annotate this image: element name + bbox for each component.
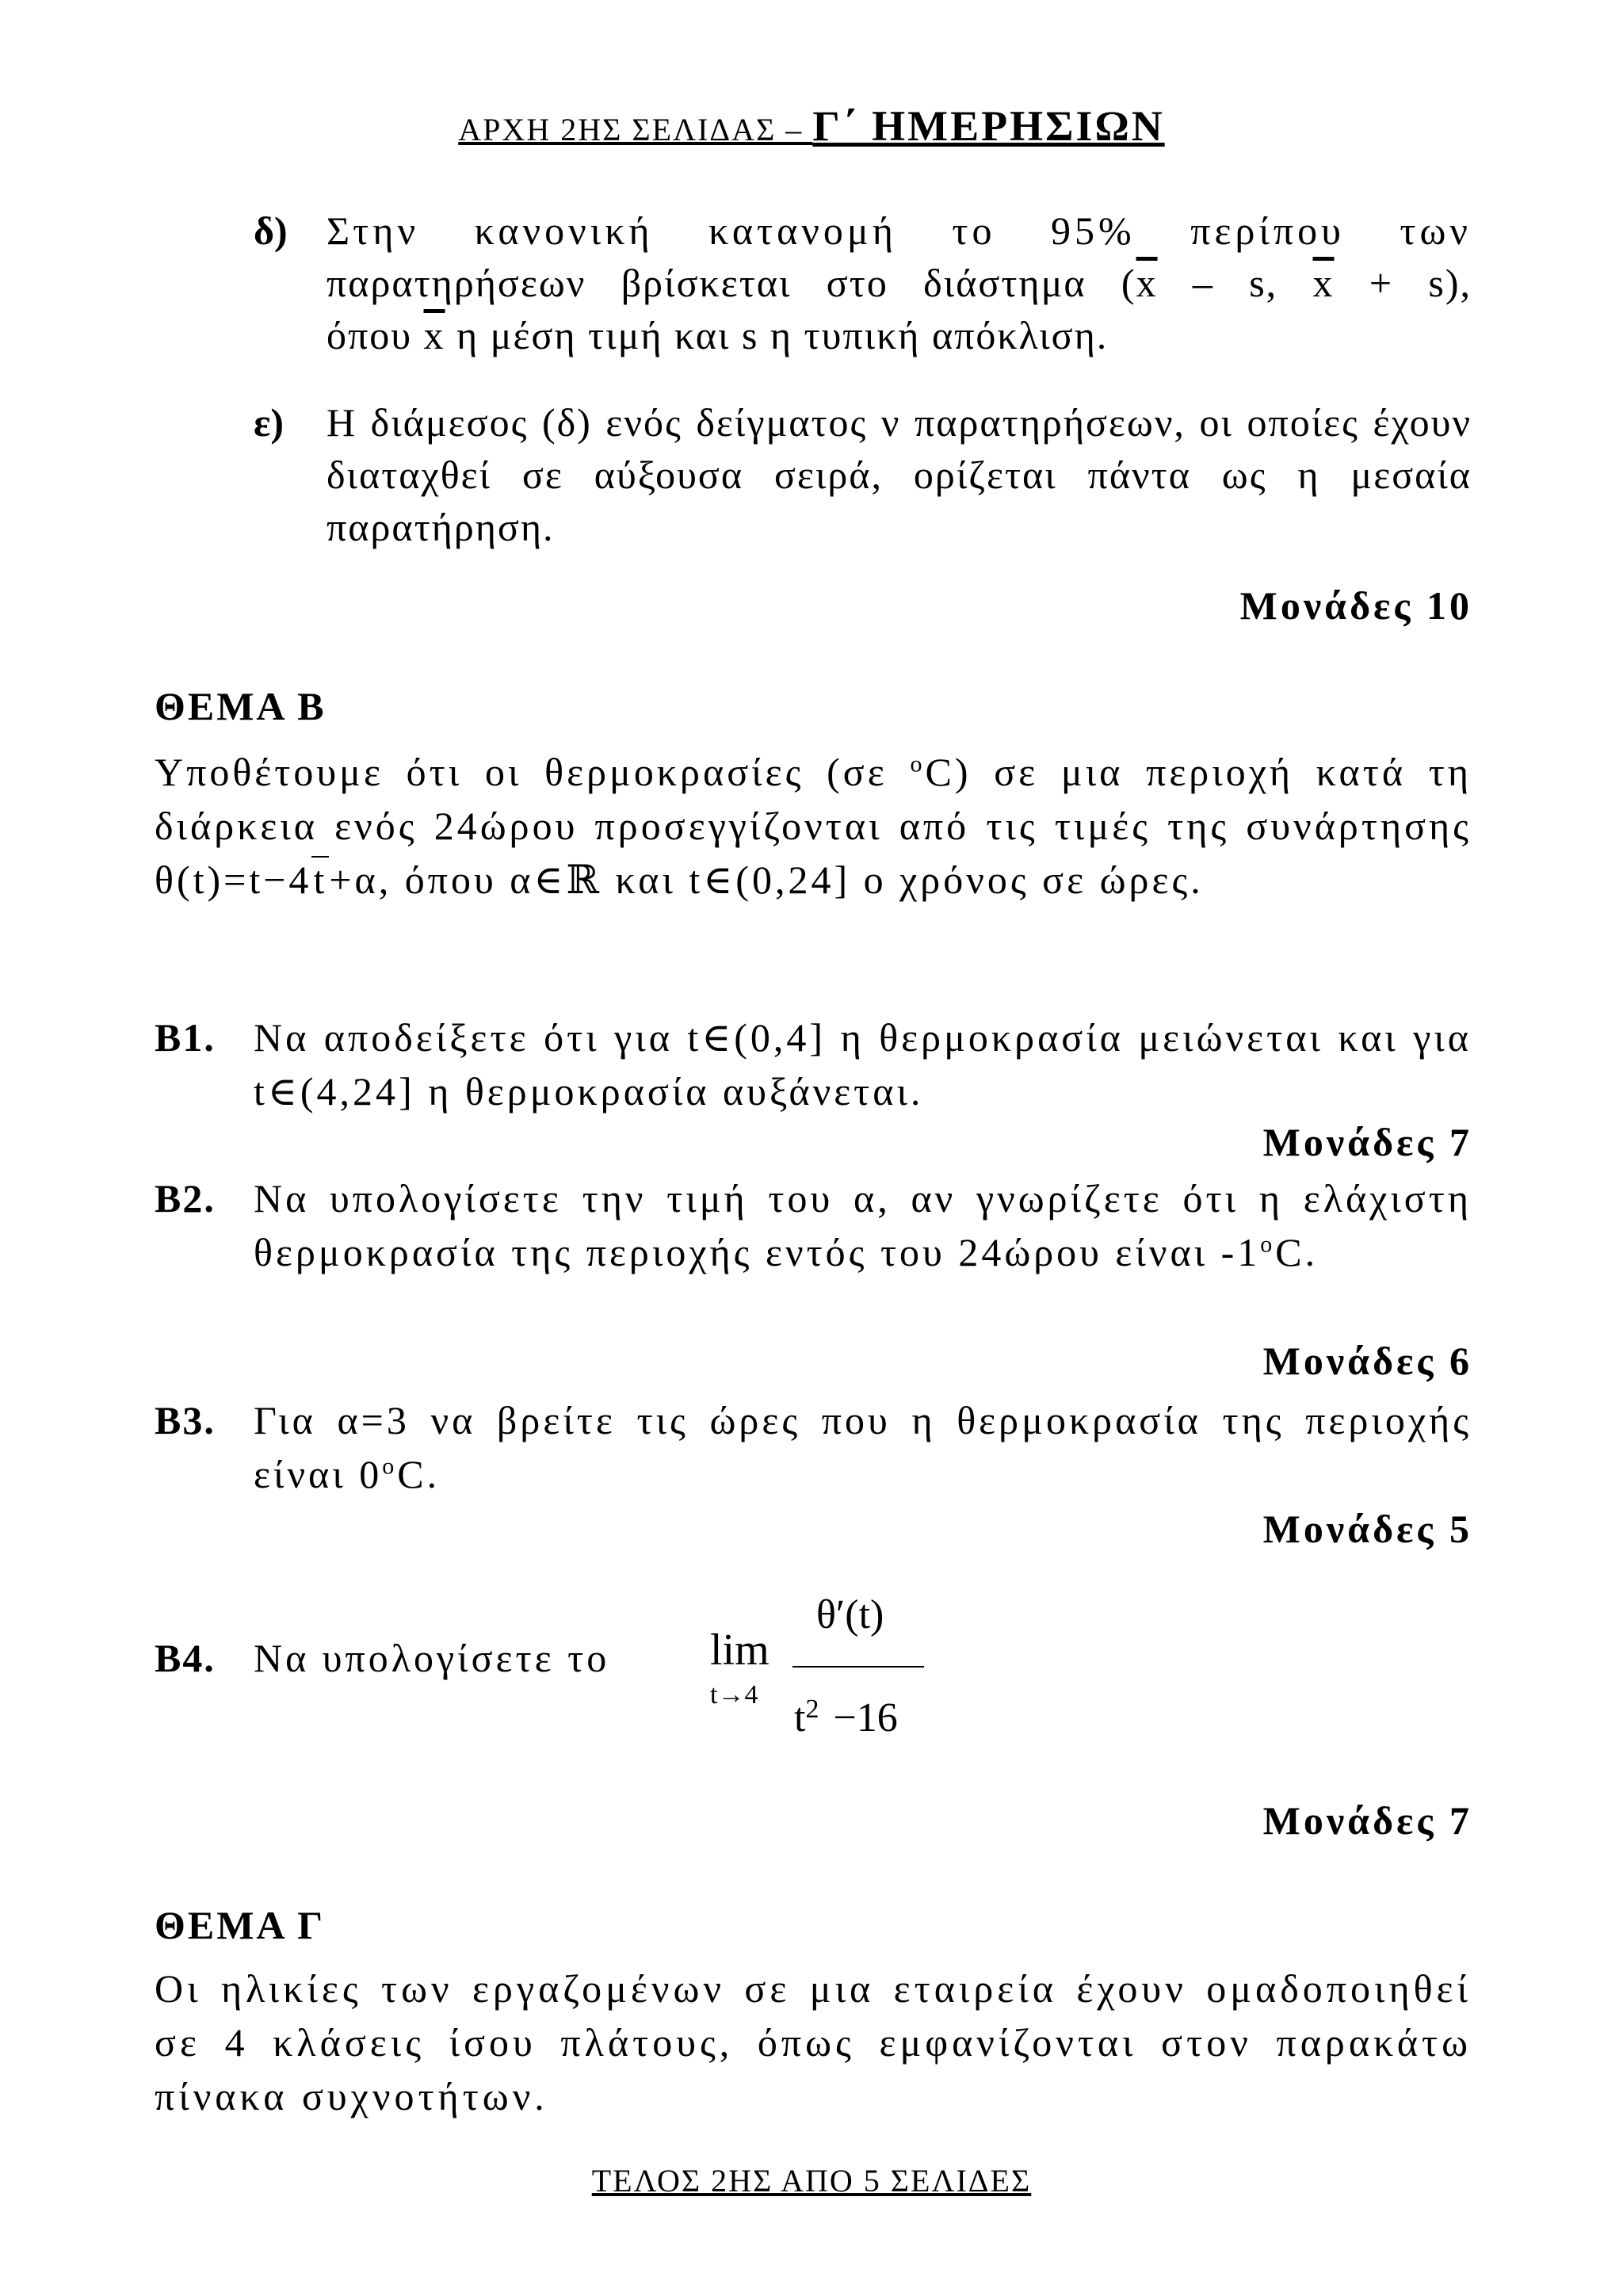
units-b3: Μονάδες 5 — [1262, 1507, 1472, 1551]
b3-text: Για α=3 να βρείτε τις ώρες που η θερμοκρασία της περιοχής είναι 0$^o$C. — [254, 1398, 1472, 1496]
units-part-a: Μονάδες 10 — [1239, 583, 1472, 628]
question-b3 — [155, 1393, 1472, 1501]
b4-text: Να υπολογίσετε το — [254, 1636, 610, 1680]
units-b4: Μονάδες 7 — [1262, 1798, 1472, 1843]
b1-text: Να αποδείξετε ότι για t∈(0,4] η θερμοκρασία μειώνεται και για t∈(4,24] η θερμοκρασία αυξάνεται. — [254, 1015, 1472, 1114]
item-d-line2: παρατηρήσεων βρίσκεται στο διάστημα ($\overline{x}$ – s, $\overline{x} + s$), — [327, 261, 1472, 305]
question-b1 — [155, 1010, 1472, 1118]
item-e-label: ε) — [254, 400, 285, 445]
item-e-text: Η διάμεσος (δ) ενός δείγματος ν παρατηρήσεων, οι οποίες έχουν διαταχθεί σε αύξουσα σειρά, ορίζεται πάντα ως η μεσαία παρατήρηση. — [327, 400, 1472, 549]
b4-fraction-bar — [792, 1666, 924, 1668]
b4-numerator: θ′(t) — [816, 1592, 884, 1637]
b4-label: Β4. — [155, 1636, 216, 1680]
b1-label: Β1. — [155, 1015, 216, 1060]
question-b4 — [155, 1631, 789, 1685]
b4-lim: lim — [710, 1626, 769, 1675]
theme-c-text: Οι ηλικίες των εργαζομένων σε μια εταιρεία έχουν ομαδοποιηθεί σε 4 κλάσεις ίσου πλάτους, όπως εμφανίζονται στον παρακάτω πίνακα συχνοτήτων. — [155, 1966, 1472, 2118]
b4-denominator: $t^2 -16$ — [794, 1694, 898, 1740]
question-b2 — [155, 1171, 1472, 1279]
header-left: ΑΡΧΗ 2ΗΣ ΣΕΛΙΔΑΣ – — [458, 112, 813, 147]
item-d-label: δ) — [254, 208, 288, 253]
b3-label: Β3. — [155, 1398, 216, 1442]
theme-b-title: ΘΕΜΑ Β — [155, 684, 327, 728]
page-footer: ΤΕΛΟΣ 2ΗΣ ΑΠΟ 5 ΣΕΛΙΔΕΣ — [591, 2163, 1032, 2199]
units-b2: Μονάδες 6 — [1262, 1339, 1472, 1383]
b2-label: Β2. — [155, 1176, 216, 1221]
item-d-line3: όπου $\overline{x}$ η μέση τιμή και s η τυπική απόκλιση. — [327, 313, 1109, 357]
theme-b-intro: Υποθέτουμε ότι οι θερμοκρασίες (σε $^o$C) σε μια περιοχή κατά τη διάρκεια ενός 24ώρου προσεγγίζονται από τις τιμές της συνάρτησης θ(t)=t−4t+α, όπου α∈ℝ και t∈(0,24] ο χρόνος σε ώρες. — [155, 750, 1472, 902]
item-d-line1: Στην κανονική κατανομή το 95% περίπου των — [327, 208, 1472, 253]
item-d — [255, 204, 1472, 361]
item-e — [255, 396, 1472, 553]
theme-c-title: ΘΕΜΑ Γ — [155, 1903, 326, 1947]
header-right: Γ΄ ΗΜΕΡΗΣΙΩΝ — [812, 102, 1165, 150]
b4-lim-sub: t→4 — [710, 1680, 758, 1710]
units-b1: Μονάδες 7 — [1262, 1120, 1472, 1164]
b2-text: Να υπολογίσετε την τιμή του α, αν γνωρίζετε ότι η ελάχιστη θερμοκρασία της περιοχής εντός του 24ώρου είναι -1$^o$C. — [254, 1176, 1472, 1274]
page-header — [0, 101, 1623, 151]
